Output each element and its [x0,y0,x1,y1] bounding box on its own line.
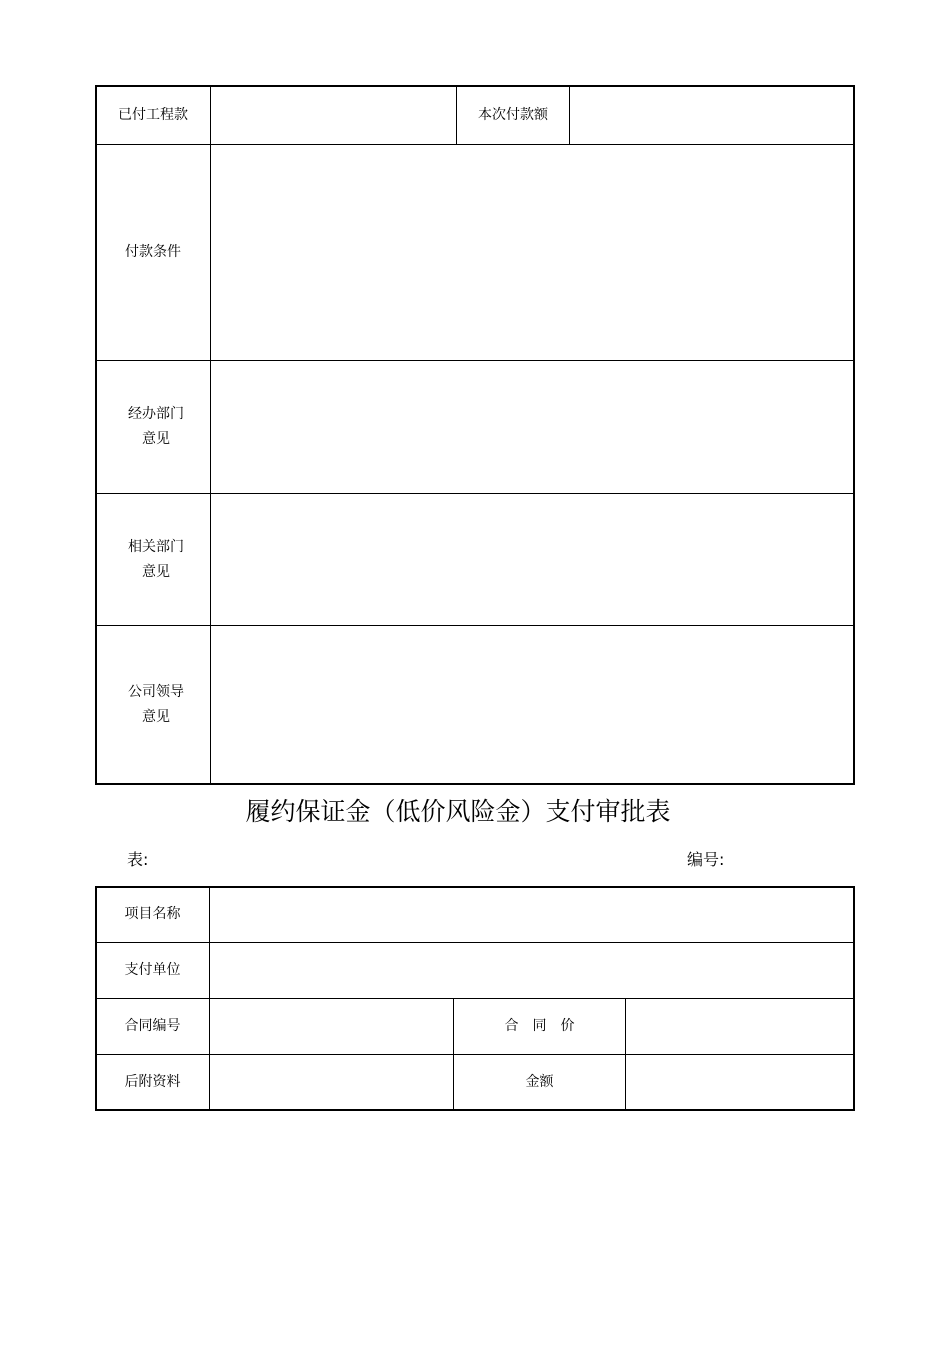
current-payment-label: 本次付款额 [478,106,548,123]
leadership-label-line1: 公司领导 [128,684,184,700]
related-dept-label-line2: 意见 [142,563,170,580]
amount-field[interactable] [626,1055,854,1110]
leadership-label [96,626,210,784]
payment-unit-field[interactable] [210,943,854,998]
paid-amount-label: 已付工程款 [118,106,188,123]
leadership-label-line2: 意见 [142,709,170,725]
leadership-opinion-field[interactable] [211,626,854,784]
attachments-label: 后附资料 [124,1074,181,1090]
table-label: 表: [127,850,149,869]
handling-dept-label-line1: 经办部门 [128,406,184,422]
form-title: 履约保证金（低价风险金）支付审批表 [245,797,671,826]
amount-label: 金额 [525,1074,554,1090]
related-dept-label-line1: 相关部门 [128,538,184,555]
current-payment-field[interactable] [570,86,854,144]
related-dept-label [96,494,210,625]
attachments-field[interactable] [210,1055,453,1110]
contract-price-field[interactable] [626,999,854,1054]
handling-dept-label-line2: 意见 [142,431,170,447]
handling-dept-opinion-field[interactable] [211,361,854,493]
payment-conditions-label: 付款条件 [125,244,181,260]
payment-unit-label: 支付单位 [124,962,181,978]
project-name-field[interactable] [210,887,854,942]
contract-no-field[interactable] [210,999,453,1054]
contract-no-label: 合同编号 [124,1018,181,1034]
paid-amount-field[interactable] [211,86,456,144]
contract-price-label: 合 同 价 [504,1018,575,1034]
number-label: 编号: [687,850,725,869]
handling-dept-label [96,361,210,493]
payment-conditions-field[interactable] [211,145,854,360]
project-name-label: 项目名称 [124,906,181,922]
related-dept-opinion-field[interactable] [211,494,854,625]
